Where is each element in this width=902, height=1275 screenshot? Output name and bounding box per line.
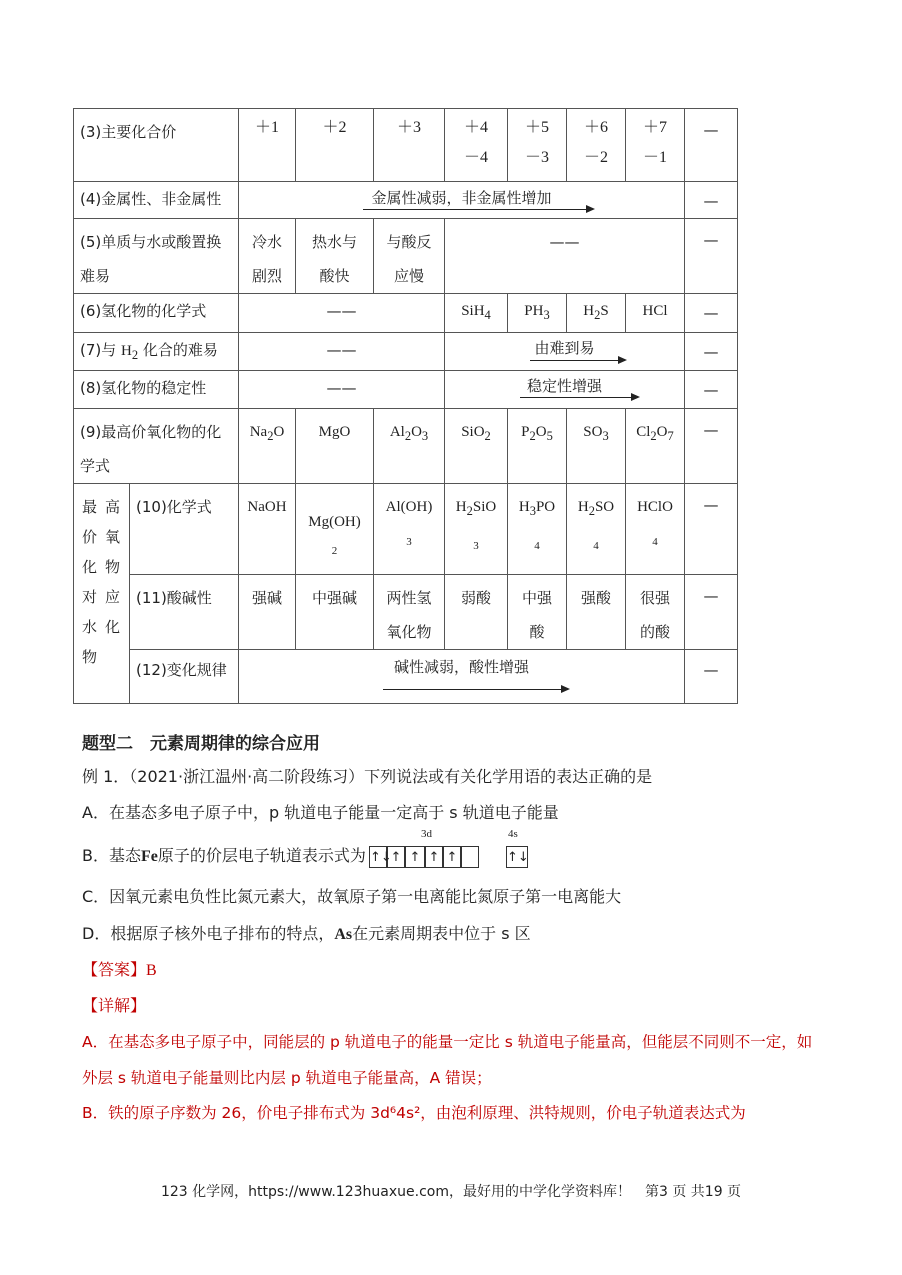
trend-text: 由难到易 [534, 339, 595, 357]
trend-text: 稳定性增强 [526, 377, 602, 395]
option-c: C．因氧元素电负性比氮元素大，故氧原子第一电离能比氮原子第一电离能大 [82, 887, 622, 906]
orbital-box: ↑ [443, 846, 461, 868]
table-cell: $H_2SiO$ 3 [445, 484, 508, 575]
table-cell: ＋4 －4 [445, 109, 508, 182]
table-row [74, 219, 738, 294]
table-cell: $PH_3$ [508, 294, 567, 333]
option-d: D．根据原子核外电子排布的特点，As在元素周期表中位于 s 区 [82, 924, 531, 943]
table-row [74, 575, 738, 650]
trend-arrow [383, 689, 568, 690]
table-cell: — [685, 182, 738, 219]
row-label: (3)主要化合价 [74, 109, 239, 182]
table-cell: — [685, 371, 738, 409]
table-row [74, 409, 738, 484]
table-cell: ＋7 －1 [626, 109, 685, 182]
table-cell: 两性氢氧化物 [374, 575, 445, 650]
periodic-law-table [73, 108, 738, 704]
option-a: A．在基态多电子原子中，p 轨道电子能量一定高于 s 轨道电子能量 [82, 803, 559, 822]
table-cell: 强酸 [567, 575, 626, 650]
table-cell: HClO 4 [626, 484, 685, 575]
table-cell: ＋2 [296, 109, 374, 182]
table-cell: 中强碱 [296, 575, 374, 650]
table-cell: ＋5 －3 [508, 109, 567, 182]
table-cell: 与酸反应慢 [374, 219, 445, 294]
table-cell: $H_3PO$ 4 [508, 484, 567, 575]
table-cell: —— [239, 294, 445, 333]
explanation-b: B．铁的原子序数为 26，价电子排布式为 3d⁶4s²，由泡利原理、洪特规则，价电子轨道表达式为 [82, 1104, 746, 1122]
row-label: (4)金属性、非金属性 [74, 182, 239, 219]
orbital-box: ↑ [425, 846, 443, 868]
question-stem: 例 1．（2021·浙江温州·高二阶段练习）下列说法或有关化学用语的表达正确的是 [82, 767, 653, 786]
table-cell: —— [239, 371, 445, 409]
orbital-4s-label: 4s [508, 828, 518, 840]
table-row [74, 294, 738, 333]
explanation-a-line1: A．在基态多电子原子中，同能层的 p 轨道电子的能量一定比 s 轨道电子能量高，但能层不同则不一定，如 [82, 1033, 813, 1051]
table-cell: MgO [296, 409, 374, 484]
orbital-box: ↑ [387, 846, 405, 868]
table-cell: $P_2O_5$ [508, 409, 567, 484]
explanation-a-line2: 外层 s 轨道电子能量则比内层 p 轨道电子能量高，A 错误； [82, 1069, 492, 1087]
orbital-3d-label: 3d [421, 828, 432, 840]
page-footer: 123 化学网，https://www.123huaxue.com，最好用的中学化学资料库！ 第3 页 共19 页 [160, 1184, 742, 1200]
table-cell: — [685, 333, 738, 371]
table-row [74, 109, 738, 182]
table-cell: 弱酸 [445, 575, 508, 650]
orbital-box: ↑↓ [506, 846, 528, 868]
table-row [74, 182, 738, 219]
table-cell: HCl [626, 294, 685, 333]
section-title: 题型二 元素周期律的综合应用 [82, 734, 320, 754]
table-cell: — [685, 294, 738, 333]
table-cell: — [685, 409, 738, 484]
row-label: (12)变化规律 [130, 650, 239, 704]
table-cell: $Cl_2O_7$ [626, 409, 685, 484]
trend-arrow [530, 360, 625, 361]
trend-arrow [520, 397, 638, 398]
table-cell: SiO$_2$ [445, 409, 508, 484]
table-cell: 很强的酸 [626, 575, 685, 650]
table-cell: 中强酸 [508, 575, 567, 650]
table-row [74, 484, 738, 575]
orbital-box [461, 846, 479, 868]
trend-arrow [363, 209, 593, 210]
row-label: (8)氢化物的稳定性 [74, 371, 239, 409]
table-cell: Mg(OH) 2 [296, 484, 374, 575]
explanation-label: 【详解】 [82, 996, 147, 1015]
trend-text: 碱性减弱，酸性增强 [393, 658, 529, 676]
table-cell: — [685, 575, 738, 650]
option-b: B．基态Fe原子的价层电子轨道表示式为 [82, 846, 366, 865]
row-label: (6)氢化物的化学式 [74, 294, 239, 333]
table-cell: — [685, 484, 738, 575]
table-cell: $Al_2O_3$ [374, 409, 445, 484]
table-cell: ＋3 [374, 109, 445, 182]
trend-cell [239, 182, 685, 219]
table-cell: $H_2SO$ 4 [567, 484, 626, 575]
table-cell: ＋1 [239, 109, 296, 182]
table-cell: NaOH [239, 484, 296, 575]
table-row [74, 333, 738, 371]
table-cell: 冷水剧烈 [239, 219, 296, 294]
answer: 【答案】B [82, 960, 157, 979]
row-label: (9)最高价氧化物的化学式 [74, 409, 239, 484]
orbital-box: ↑↓ [369, 846, 387, 868]
table-cell: $H_2S$ [567, 294, 626, 333]
table-cell: SiH$_4$ [445, 294, 508, 333]
table-cell: —— [239, 333, 445, 371]
table-row [74, 650, 738, 704]
trend-cell [239, 650, 685, 704]
table-row [74, 371, 738, 409]
row-label: (11)酸碱性 [130, 575, 239, 650]
row-label: (5)单质与水或酸置换难易 [74, 219, 239, 294]
trend-cell [445, 333, 685, 371]
table-cell: — [685, 109, 738, 182]
table-cell: $Na_2O$ [239, 409, 296, 484]
row-label: (10)化学式 [130, 484, 239, 575]
table-cell: — [685, 219, 738, 294]
table-cell: $SO_3$ [567, 409, 626, 484]
table-cell: — [685, 650, 738, 704]
trend-cell [445, 371, 685, 409]
table-cell: 强碱 [239, 575, 296, 650]
table-cell: ＋6 －2 [567, 109, 626, 182]
orbital-3d-boxes [369, 846, 479, 868]
row-label: (7)与 $H_2$ 化合的难易 [74, 333, 239, 371]
table-cell: Al(OH) 3 [374, 484, 445, 575]
table-cell: 热水与酸快 [296, 219, 374, 294]
trend-text: 金属性减弱，非金属性增加 [371, 189, 552, 207]
side-label: 最高价氧化物对应水化物 [74, 484, 130, 704]
table-cell: —— [445, 219, 685, 294]
orbital-box: ↑ [405, 846, 425, 868]
